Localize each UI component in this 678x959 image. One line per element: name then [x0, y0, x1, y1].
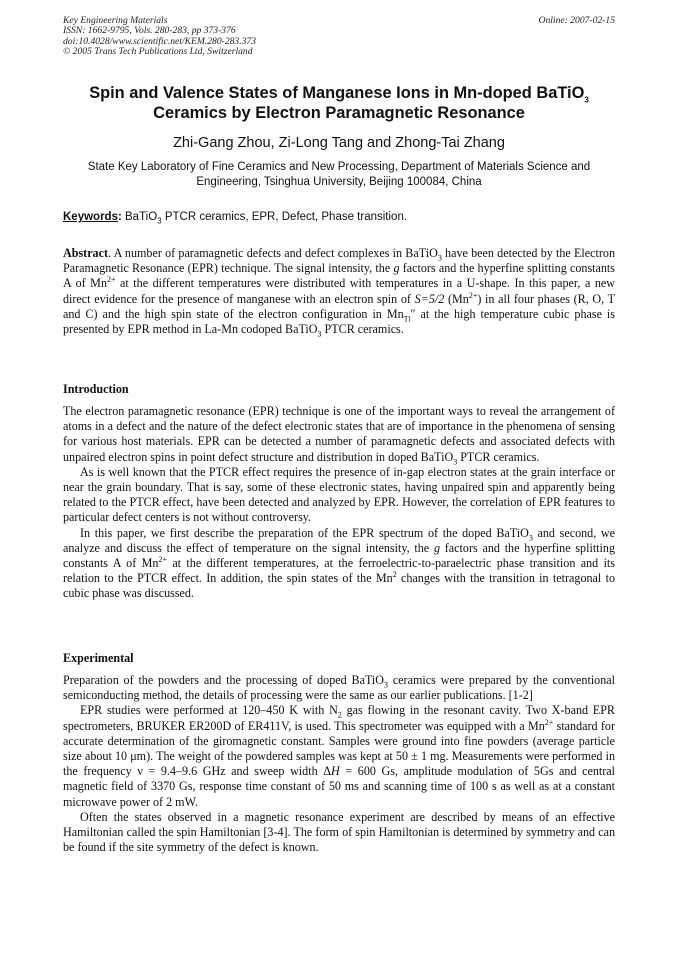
exp-paragraph-3: Often the states observed in a magnetic resonance experiment are described by means of an effective Hamiltonian called the spin Hamiltonian [3-4]. The form of spin Hamiltonian is determined by symmetry and can be found if the site symmetry of the defect is known. — [63, 809, 615, 855]
intro-paragraph-3: In this paper, we first describe the preparation of the EPR spectrum of the doped BaTiO$_3$ and second, we analyze and discuss the effect of temperature on the signal intensity, the g factors and the hyperfine splitting constants A of $Mn^{2+}$ at the different temperatures, at the ferroelectric-to-paraelectric phase transition and its relation to the PTCR effect. In addition, the spin states of the Mn$^2$ changes with the transition in tetragonal to cubic phase was discussed. — [63, 525, 615, 601]
keywords-label: Keywords — [63, 211, 118, 223]
journal-doi: doi:10.4028/www.scientific.net/KEM.280-283.373 — [63, 35, 257, 47]
exp-paragraph-2: EPR studies were performed at 120–450 K with $N_2$ gas flowing in the resonant cavity. Two X-band EPR spectrometers, BRUKER ER200D of ER411V, is used. This spectrometer was equipped with a $Mn^{2+}$ standard for accurate determination of the giromagnetic constant. Samples were ground into fine powders (average particle size about 10 μm). The weight of the powdered samples was kept at 50 ± 1 mg. Measurements were performed in the frequency ν = 9.4–9.6 GHz and sweep width ΔH = 600 Gs, amplitude modulation of 5Gs and central magnetic field of 3370 Gs, response time constant of 50 ms and scanning time of 100 s as well as at a constant microwave power of 2 mW. — [63, 703, 615, 809]
abstract-label: Abstract — [63, 246, 109, 260]
title-line-2: Ceramics by Electron Paramagnetic Resonance — [153, 104, 525, 122]
affiliation-line-2: Engineering, Tsinghua University, Beijing 100084, China — [196, 176, 482, 188]
introduction-heading: Introduction — [63, 382, 129, 396]
introduction-section — [63, 404, 615, 602]
journal-issn: ISSN: 1662-9795, Vols. 280-283, pp 373-376 — [63, 25, 236, 37]
journal-name: Key Engineering Materials — [63, 15, 168, 26]
affiliation — [60, 160, 618, 190]
abstract-text: Abstract. A number of paramagnetic defects and defect complexes in BaTiO$_3$ have been detected by the Electron Paramagnetic Resonance (EPR) technique. The signal intensity, the g factors and the hyperfine splitting constants A of $Mn^{2+}$ at the different temperatures were distributed with temperatures in a U-shape. In this paper, a new direct evidence for the presence of manganese with an electron spin of S=5/2 $(Mn^{2+})$ in all four phases (R, O, T and C) and the high spin state of the electron configuration in $Mn_{Ti}''$ at the high temperature cubic phase is presented by EPR method in La-Mn codoped BaTiO$_3$ PTCR ceramics. — [63, 246, 616, 339]
intro-paragraph-2: As is well known that the PTCR effect requires the presence of in-gap electron states at the grain interface or near the grain boundary. That is say, some of these electronic states, having unpaired spin and apparently being related to the PTCR effect, have been detected and analyzed by EPR. However, the correlation of EPR features to particular defect centers is not without controversy. — [63, 464, 615, 525]
journal-header — [63, 16, 615, 58]
experimental-section — [63, 673, 615, 855]
author-list: Zhi-Gang Zhou, Zi-Long Tang and Zhong-Tai Zhang — [173, 135, 505, 151]
keywords: Keywords: BaTiO$_3$ PTCR ceramics, EPR, Defect, Phase transition. — [63, 211, 408, 226]
title-line-1: Spin and Valence States of Manganese Ions in Mn-doped BaTiO$_3$ — [89, 84, 589, 105]
online-date: Online: 2007-02-15 — [538, 15, 615, 26]
paper-title — [50, 83, 628, 123]
exp-paragraph-1: Preparation of the powders and the processing of doped BaTiO$_3$ ceramics were prepared by the conventional semiconducting method, the details of processing were the same as our earlier publications. [1-2] — [63, 673, 615, 703]
intro-paragraph-1: The electron paramagnetic resonance (EPR) technique is one of the important ways to reveal the arrangement of atoms in a defect and the nature of the defect electronic states that are of importance in the phenomena of sensing for various host materials. EPR can be detected a number of paramagnetic defects and associated defects with unpaired electron spins in point defect structure and distribution in doped BaTiO$_3$ PTCR ceramics. — [63, 404, 615, 467]
abstract — [63, 246, 615, 337]
experimental-heading: Experimental — [63, 651, 134, 665]
journal-copyright: © 2005 Trans Tech Publications Ltd, Switzerland — [63, 46, 253, 58]
affiliation-line-1: State Key Laboratory of Fine Ceramics and New Processing, Department of Materials Science and — [87, 161, 591, 173]
